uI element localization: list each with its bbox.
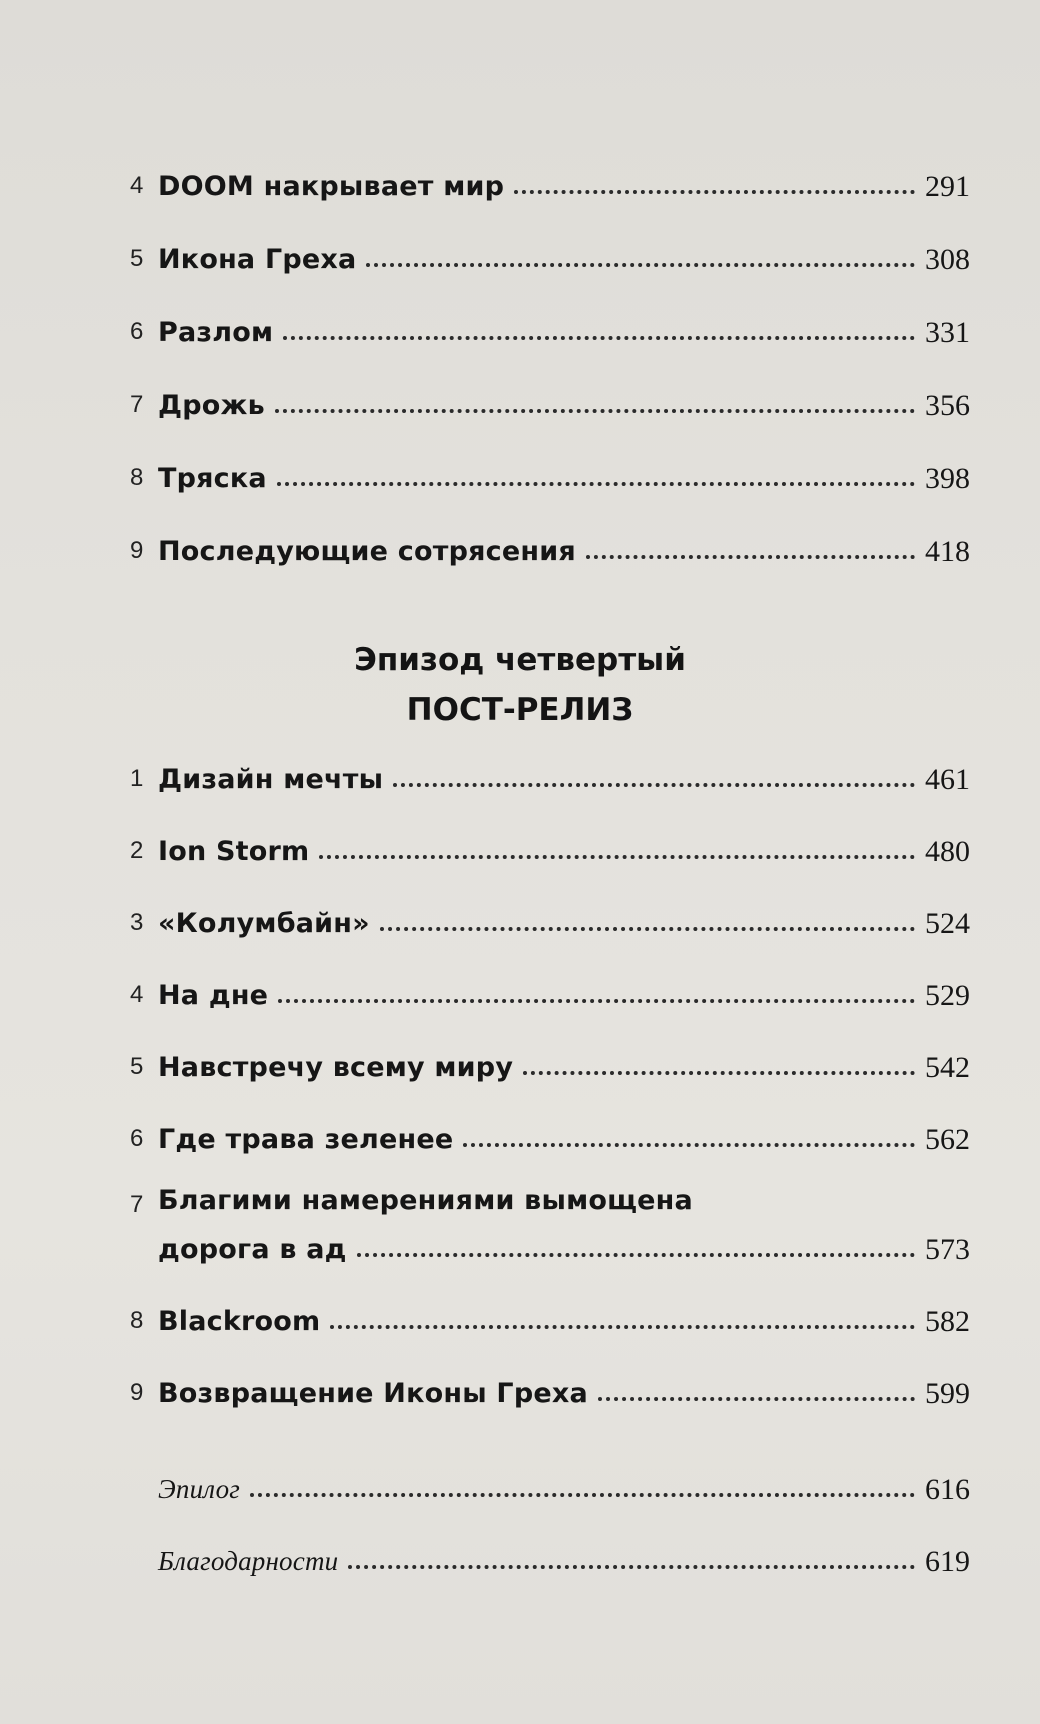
toc-entry[interactable] — [130, 755, 970, 799]
chapter-title: Где трава зеленее — [158, 1124, 454, 1155]
leader-dots — [275, 409, 915, 413]
entry-line-1 — [130, 1185, 970, 1225]
chapter-title: Последующие сотрясения — [158, 536, 576, 567]
chapter-title: Навстречу всему миру — [158, 1052, 514, 1083]
toc-entry[interactable] — [130, 308, 970, 352]
chapter-number: 8 — [130, 464, 144, 491]
chapter-title: Разлом — [158, 317, 274, 348]
page-number: 573 — [925, 1233, 970, 1266]
leader-dots — [393, 783, 915, 787]
leader-dots — [586, 555, 915, 559]
backmatter-title: Благодарности — [158, 1546, 339, 1576]
toc-entry[interactable] — [130, 1185, 970, 1269]
chapter-title-line-1: Благими намерениями вымощена — [158, 1185, 693, 1216]
leader-dots — [598, 1397, 915, 1401]
toc-entry[interactable] — [130, 1043, 970, 1087]
page-number: 529 — [925, 979, 970, 1012]
leader-dots — [250, 1493, 915, 1497]
leader-dots — [330, 1325, 915, 1329]
chapter-number: 6 — [130, 1125, 144, 1152]
page-number: 461 — [925, 763, 970, 796]
backmatter-title: Эпилог — [158, 1474, 241, 1504]
leader-dots — [277, 482, 915, 486]
chapter-title: Икона Греха — [158, 244, 357, 275]
toc-entry-epilogue[interactable] — [130, 1465, 970, 1509]
toc-entry[interactable] — [130, 235, 970, 279]
toc-entry[interactable] — [130, 162, 970, 206]
chapter-title: Ion Storm — [158, 836, 310, 867]
chapter-number: 7 — [130, 391, 144, 418]
leader-dots — [278, 999, 915, 1003]
chapter-title: Дизайн мечты — [158, 764, 384, 795]
toc-entry[interactable] — [130, 381, 970, 425]
page-number: 616 — [925, 1473, 970, 1506]
chapter-title: Возвращение Иконы Греха — [158, 1378, 588, 1409]
chapter-title: Blackroom — [158, 1306, 321, 1337]
chapter-number: 9 — [130, 537, 144, 564]
episode-subheading: ПОСТ-РЕЛИЗ — [406, 692, 634, 728]
toc-entry[interactable] — [130, 827, 970, 871]
chapter-number: 3 — [130, 909, 144, 936]
entry-line-2 — [130, 1225, 970, 1269]
chapter-number: 2 — [130, 837, 144, 864]
toc-entry[interactable] — [130, 1297, 970, 1341]
chapter-number: 9 — [130, 1379, 144, 1406]
toc-entry[interactable] — [130, 899, 970, 943]
chapter-title-line-2: дорога в ад — [158, 1234, 347, 1265]
leader-dots — [523, 1071, 915, 1075]
toc-entry-acknowledgements[interactable] — [130, 1537, 970, 1581]
chapter-number: 1 — [130, 765, 144, 792]
toc-entry[interactable] — [130, 527, 970, 571]
page-number: 562 — [925, 1123, 970, 1156]
leader-dots — [357, 1253, 915, 1257]
leader-dots — [463, 1143, 915, 1147]
chapter-title: Тряска — [158, 463, 267, 494]
page-number: 480 — [925, 835, 970, 868]
leader-dots — [380, 927, 915, 931]
toc-entry[interactable] — [130, 971, 970, 1015]
chapter-number: 6 — [130, 318, 144, 345]
toc-entry[interactable] — [130, 454, 970, 498]
page-number: 524 — [925, 907, 970, 940]
episode-heading: Эпизод четвертый — [354, 642, 686, 678]
chapter-number: 4 — [130, 172, 144, 199]
page-number: 542 — [925, 1051, 970, 1084]
chapter-number: 8 — [130, 1307, 144, 1334]
page-number: 582 — [925, 1305, 970, 1338]
page-number: 331 — [925, 316, 970, 349]
chapter-title: На дне — [158, 980, 269, 1011]
page-number: 291 — [925, 170, 970, 203]
chapter-title: «Колумбайн» — [158, 908, 370, 939]
leader-dots — [514, 190, 915, 194]
page-number: 599 — [925, 1377, 970, 1410]
leader-dots — [319, 855, 915, 859]
chapter-number: 5 — [130, 245, 144, 272]
page-number: 619 — [925, 1545, 970, 1578]
chapter-number: 7 — [130, 1191, 144, 1218]
leader-dots — [283, 336, 915, 340]
chapter-title: Дрожь — [158, 390, 265, 421]
toc-entry[interactable] — [130, 1369, 970, 1413]
page-number: 356 — [925, 389, 970, 422]
page-number: 308 — [925, 243, 970, 276]
toc-entry[interactable] — [130, 1115, 970, 1159]
leader-dots — [348, 1565, 915, 1569]
page-number: 398 — [925, 462, 970, 495]
chapter-number: 5 — [130, 1053, 144, 1080]
page-number: 418 — [925, 535, 970, 568]
chapter-number: 4 — [130, 981, 144, 1008]
chapter-title: DOOM накрывает мир — [158, 171, 505, 202]
leader-dots — [366, 263, 915, 267]
